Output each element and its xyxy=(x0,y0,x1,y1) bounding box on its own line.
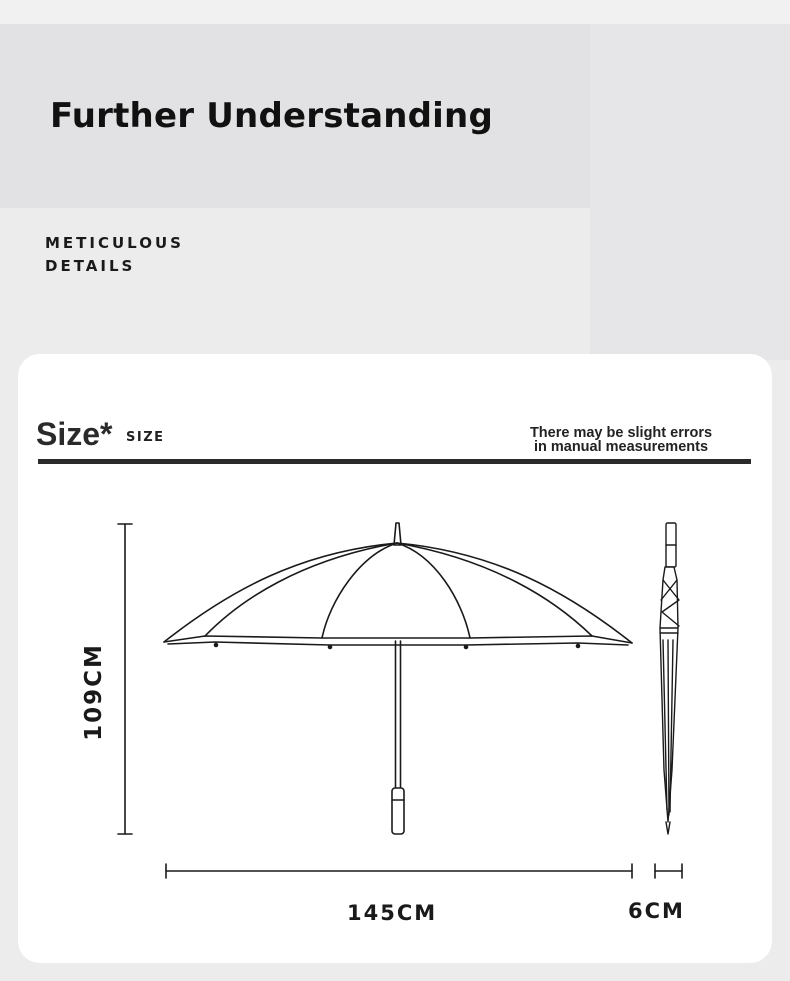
diameter-dimension-line xyxy=(655,864,682,878)
open-umbrella-icon xyxy=(164,523,632,834)
diameter-label: 6CM xyxy=(628,899,685,923)
size-heading: Size* xyxy=(36,416,113,452)
note-line-1: There may be slight errors xyxy=(529,425,713,441)
height-label: 109CM xyxy=(81,643,107,741)
width-label: 145CM xyxy=(347,901,438,925)
note-line-2: in manual measurements xyxy=(533,439,709,455)
size-subheading: SIZE xyxy=(126,430,165,445)
subtitle-line-1: METICULOUS xyxy=(45,234,184,252)
page-title: Further Understanding xyxy=(50,96,493,136)
width-dimension-line xyxy=(166,864,632,878)
subtitle-line-2: DETAILS xyxy=(45,257,136,275)
closed-umbrella-icon xyxy=(660,523,679,834)
height-dimension-line xyxy=(118,524,132,834)
